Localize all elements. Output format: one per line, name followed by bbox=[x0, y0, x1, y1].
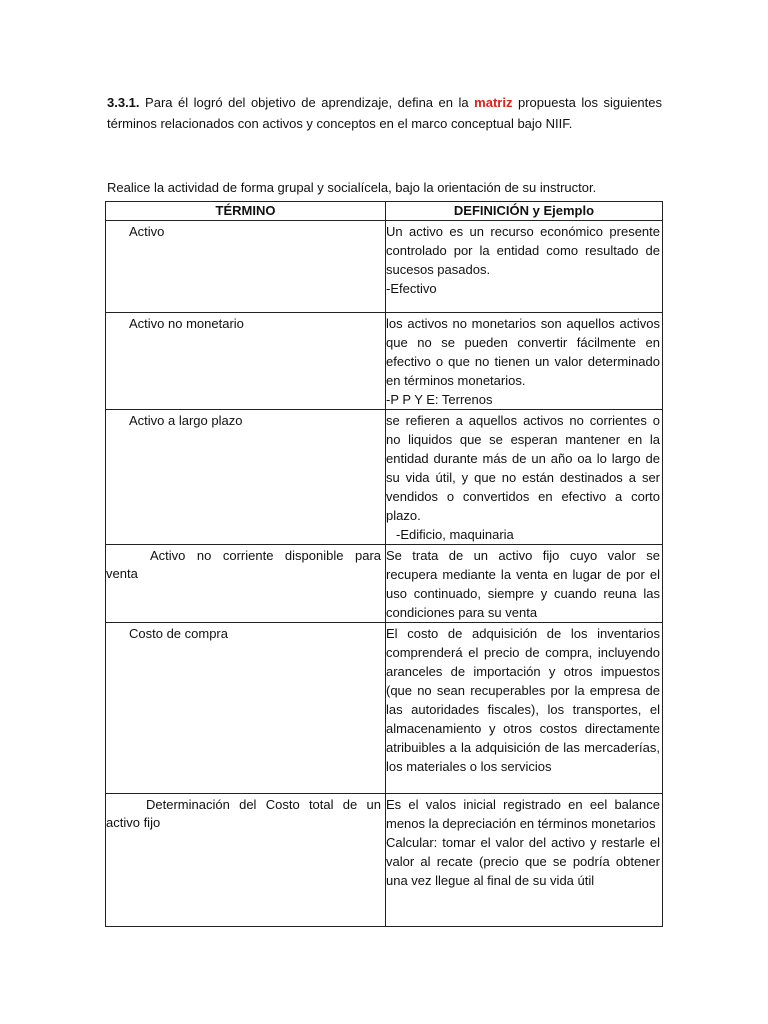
definition-cell bbox=[386, 794, 663, 927]
definition-text: El costo de adquisición de los inventarios comprenderá el precio de compra, incluyendo aranceles de importación y otros impuestos (que no sean recuperables por la empresa de las autoridades fiscales), los transportes, el almacenamiento y otros costos directamente atribuibles a la adquisición de las mercaderías, los materiales o los servicios bbox=[386, 626, 660, 774]
definition-cell bbox=[386, 410, 663, 545]
term-cell bbox=[106, 623, 386, 794]
intro-text-after: propuesta los siguientes términos relacionados con activos y conceptos en el marco conceptual bajo NIIF. bbox=[107, 95, 662, 131]
definition-text: Es el valos inicial registrado en eel balance menos la depreciación en términos monetarios bbox=[386, 797, 660, 831]
term-cell bbox=[106, 545, 386, 623]
term-cell bbox=[106, 794, 386, 927]
section-number: 3.3.1. bbox=[107, 95, 140, 110]
header-definition: DEFINICIÓN y Ejemplo bbox=[386, 202, 663, 221]
term-cell bbox=[106, 221, 386, 313]
table-row bbox=[106, 794, 663, 927]
table-row bbox=[106, 545, 663, 623]
term-label: Activo a largo plazo bbox=[129, 413, 243, 428]
table-row bbox=[106, 623, 663, 794]
definition-text: Se trata de un activo fijo cuyo valor se recupera mediante la venta en lugar de por el uso continuado, siempre y cuando reuna las condiciones para su venta bbox=[386, 548, 660, 620]
highlighted-keyword: matriz bbox=[474, 95, 513, 110]
term-label: Costo de compra bbox=[129, 626, 228, 641]
term-label: Activo bbox=[129, 224, 165, 239]
term-cell bbox=[106, 410, 386, 545]
group-activity-instruction: Realice la actividad de forma grupal y socialícela, bajo la orientación de su instructor. bbox=[107, 180, 597, 195]
term-label: Determinación del Costo total de un activo fijo bbox=[106, 797, 381, 830]
term-label: Activo no monetario bbox=[129, 316, 244, 331]
header-term: TÉRMINO bbox=[106, 202, 386, 221]
table-row bbox=[106, 313, 663, 410]
definition-text: Un activo es un recurso económico presente controlado por la entidad como resultado de sucesos pasados. bbox=[386, 224, 660, 277]
example-text: -P P Y E: Terrenos bbox=[386, 392, 493, 407]
definition-text: los activos no monetarios son aquellos activos que no se pueden convertir fácilmente en efectivo o que no tienen un valor determinado en términos monetarios. bbox=[386, 316, 660, 388]
calculation-text: Calcular: tomar el valor del activo y restarle el valor al recate (precio que se podría obtener una vez llegue al final de su vida útil bbox=[386, 835, 660, 888]
definition-cell bbox=[386, 545, 663, 623]
definition-cell bbox=[386, 313, 663, 410]
definition-text: se refieren a aquellos activos no corrientes o no liquidos que se esperan mantener en la entidad durante más de un año oa lo largo de su vida útil, y que no están destinados a ser vendidos o convertidos en efectivo a corto plazo. bbox=[386, 413, 660, 523]
table-header-row bbox=[106, 202, 663, 221]
table-row bbox=[106, 221, 663, 313]
terms-matrix bbox=[105, 201, 663, 927]
intro-text-before: Para él logró del objetivo de aprendizaje, defina en la bbox=[139, 95, 475, 110]
table-row bbox=[106, 410, 663, 545]
example-text: -Edificio, maquinaria bbox=[396, 527, 514, 542]
definition-cell bbox=[386, 623, 663, 794]
term-label: Activo no corriente disponible para venta bbox=[106, 548, 381, 581]
definition-cell bbox=[386, 221, 663, 313]
activity-instructions bbox=[107, 92, 662, 134]
example-text: -Efectivo bbox=[386, 281, 437, 296]
term-cell bbox=[106, 313, 386, 410]
